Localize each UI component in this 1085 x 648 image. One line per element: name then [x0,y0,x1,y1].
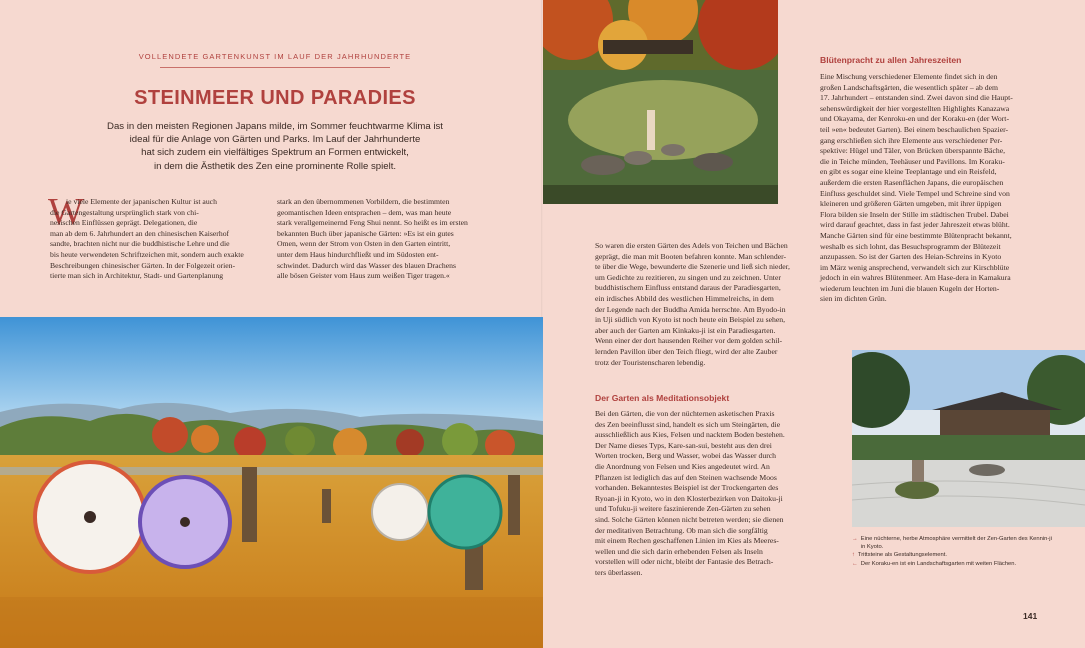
subhead-meditation: Der Garten als Meditationsobjekt [595,393,730,403]
arrow-left-icon: ← [852,560,858,567]
autumn-pond-photo [543,0,778,204]
body-column-left-a: ie viele Elemente der japanischen Kultur ist auch die Gartengestaltung ursprünglich stark von chi- nesischen Einflüssen geprägt. Delegationen, die man ab dem 6. Jahrhundert an den chinesischen Kaiserhof sandte, brachten nicht nur die buddhistische Lehre und die bis heute verwendeten Schriftzeichen mit, sondern auch exakte Beschreibungen chinesischer Gärten. In der Folgezeit orien- tierte man sich in Architektur, Stadt- und Gartenplanung [50,197,244,281]
article-lead: Das in den meisten Regionen Japans milde, im Sommer feuchtwarme Klima ist ideal für die Anlage von Gärten und Parks. Im Lauf der Jahrhunderte hat sich zudem ein vielfältiges Spektrum an Formen entwickelt, in dem die Ästhetik des Zen eine prominente Rolle spielt. [107,121,443,172]
drop-cap: W [48,191,84,233]
kicker-rule [160,67,390,68]
caption-text: Trittsteine als Gestaltungselement. [857,552,947,559]
caption-item [852,560,1052,568]
page-number: 141 [1023,611,1038,621]
umbrella-meadow-photo [0,317,543,648]
article-headline: STEINMEER UND PARADIES [134,87,416,109]
caption-text: Eine nüchterne, herbe Atmosphäre vermittelt der Zen-Garten des Kennin-ji in Kyoto. [860,536,1052,551]
arrow-right-icon: → [852,536,858,542]
caption-text: Der Koraku-en ist ein Landschaftsgarten mit weiten Flächen. [860,560,1017,567]
body-column-left-b: stark an den übernommenen Vorbildern, die bestimmten geomantischen Ideen entsprachen – dem, was man heute stark verallgemeinernd Feng Shui nennt. So heißt es im ersten bekannten Buch über japanische Gärten: »Es ist ein gutes Omen, wenn der Strom von Osten in den Garten eintritt, unter dem Haus hindurchfließt und im Südosten ent- schwindet. Dadurch wird das Wasser des blauen Drachens alle bösen Geister vom Haus zum weißen Tiger tragen.« [277,197,468,281]
body-column-middle-b: Bei den Gärten, die von der nüchternen asketischen Praxis des Zen beeinflusst sind, handelt es sich um Steingärten, die ausschließlich aus Kies, Felsen und nacktem Boden bestehen. Der Name dieses Typs, Kare-san-sui, besteht aus den drei Worten trocken, Berg und Wasser, wobei das Wasser durch die Anordnung von Felsen und Kies angedeutet wird. An Pflanzen ist lediglich das auf den Steinen wachsende Moos vorhanden. Bekanntestes Beispiel ist der Trockengarten des Ryoan-ji in Kyoto, wo in den Klosterbezirken von Daitoku-ji und Tofuku-ji weitere faszinierende Zen-Gärten zu sehen sind. Solche Gärten können nicht betreten werden; sie dienen der meditativen Betrachtung. Ob man sich die sorgfältig mit einem Rechen geschaffenen Linien im Kies als Meeres- wellen und die sich darin erhebenden Felsen als Inseln vorstellen will oder nicht, bleibt der Fantasie des Betrach- ters überlassen. [595,409,785,577]
body-column-middle: So waren die ersten Gärten des Adels von Teichen und Bächen geprägt, die man mit Booten befahren konnte. Man schlender- te über die Wege, bewunderte die Szenerie und ließ sich nieder, um Gedichte zu rezitieren, zu singen und zu zeichnen. Unter buddhistischem Einfluss entstand daraus der Paradiesgarten, ein irdisches Abbild des westlichen Himmelreichs, in dem der Legende nach der Buddha Amida herrschte. Am Byodo-in in Uji südlich von Kyoto ist noch heute ein Beispiel zu sehen, aber auch der Garten am Kinkaku-ji ist ein Paradiesgarten. Wenn einer der dort hausenden Reiher vor dem golden schil- lernden Pavillon über den Teich fliegt, wird der alte Zauber trotz der Touristenscharen lebendig. [595,241,790,367]
arrow-up-icon: ↑ [852,552,855,559]
photo-captions [852,535,1052,568]
zen-garden-photo [852,350,1085,527]
body-column-right: Eine Mischung verschiedener Elemente findet sich in den großen Landschaftsgärten, die wesentlich später – ab dem 17. Jahrhundert – entstanden sind. Zwei davon sind die Haupt- sehenswürdigkeit der hier vorgestellten Highlights Kanazawa und Okayama, der Kenroku-en und der Koraku-en (der Wort- teil »en« bedeutet Garten). Bei einem beschaulichen Spazier- gang erschließen sich ihre Elemente aus verschiedener Per- spektive: Hügel und Täler, von Brücken überspannte Bäche, die in Teiche münden, Teehäuser und Pavillons. Im Koraku- en gibt es sogar eine kleine Teeplantage und ein Reisfeld, außerdem die ersten Rasenflächen Japans, die europäischen Einfluss geschuldet sind. Viele Tempel und Schreine sind von kleineren und größeren Gärten umgeben, mit ihrer üppigen Flora bilden sie Inseln der Stille im städtischen Trubel. Dabei wird darauf geachtet, dass in fast jeder Jahreszeit etwas blüht. Manche Gärten sind für eine bestimmte Blütenpracht bekannt, weshalb es sich lohnt, das Besuchsprogramm der Blütezeit anzupassen. So ist der Garten des Heian-Schreins in Kyoto im März wenig ansprechend, verwandelt sich zur Kirschblüte jedoch in ein wahres Blütenmeer. Am Hase-dera in Kamakura wiederum leuchten im Juni die blauen Kugeln der Horten- sien im dichten Grün. [820,72,1013,304]
caption-item [852,551,1052,559]
subhead-bloom: Blütenpracht zu allen Jahreszeiten [820,55,962,65]
section-kicker: VOLLENDETE GARTENKUNST IM LAUF DER JAHRHUNDERTE [138,52,412,61]
caption-item [852,535,1052,551]
